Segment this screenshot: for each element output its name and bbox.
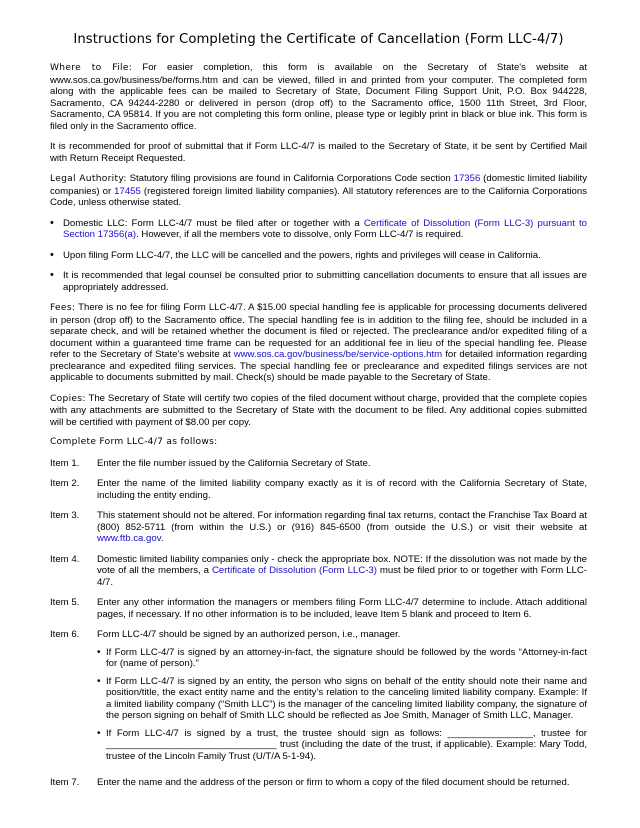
item-number: Item 3. (50, 510, 80, 521)
item-4-text-2: must be filed prior to or together with Form LLC-4/7. (97, 565, 587, 588)
item-number: Item 5. (50, 597, 80, 608)
copies-text: The Secretary of State will certify two copies of the filed document without charge, provided that the complete copies with any attachments are submitted to the Secretary of State with the document to be filed. Any additional copies submitted will be certified with payment of $8.00 per copy. (50, 392, 587, 428)
list-item-entity-signer: • If Form LLC-4/7 is signed by an entity, the person who signs on behalf of the entity should note their name and position/title, the exact entity name and the entity’s relation to the canceling limited liability company. Example: If a limited liability company (“Smith LLC”) is the manager of the canceling limited liability company, the signature of the person signing on behalf of Smith LLC should be reflected as Joe Smith, Manager of Smith LLC, Manager. (97, 676, 587, 722)
item-text: Enter any other information the managers or members filing Form LLC-4/7 determine to include. Attach additional pages, if necessary. If no other information is to be included, leave Item 5 blank and proceed to Item 6. (97, 597, 587, 620)
item-text (97, 510, 587, 545)
item-text: Enter the file number issued by the California Secretary of State. (97, 457, 371, 469)
item-2 (50, 478, 587, 501)
legal-authority-paragraph (50, 173, 587, 209)
list-item-trust-signer: • If Form LLC-4/7 is signed by a trust, the trustee should sign as follows: ________________, trustee for ________________________________ trust (including the date of the trust, if applicable). Example: Mary Todd, trustee of the Lincoln Family Trust (U/T/A 5-1-94). (97, 728, 587, 763)
item-number: Item 4. (50, 553, 80, 565)
fees-text-2: for detailed information regarding preclearance and expedited filing services. The special handling fee or preclearance and expedited filings services are not applicable to documents submitted by mail. Check(s) should be made payable to the Secretary of State. (50, 349, 587, 383)
form-llc-3-link[interactable]: Certificate of Dissolution (Form LLC-3) (211, 565, 377, 576)
copies-paragraph (50, 393, 587, 429)
domestic-llc-text: Domestic LLC: Form LLC-4/7 must be filed after or together with a (63, 217, 364, 229)
item-3 (50, 510, 587, 545)
legal-authority-text-3: (registered foreign limited liability companies). All statutory references are to the California Corporations Code, unless otherwise stated. (50, 185, 588, 208)
item-4-text: Domestic limited liability companies only - check the appropriate box. NOTE: If the dissolution was not made by the vote of all the members, a (97, 553, 587, 576)
item-4 (50, 554, 587, 589)
item-text: Enter the name and the address of the person or firm to whom a copy of the filed document should be returned. (97, 777, 570, 788)
list-item-cancellation-effect: • Upon filing Form LLC-4/7, the LLC will be cancelled and the powers, rights and privileges will cease in California. (50, 250, 587, 262)
item-7 (50, 777, 587, 789)
fees-paragraph (50, 302, 587, 384)
item-text (97, 554, 587, 589)
domestic-llc-text-2: . However, if all the members vote to dissolve, only Form LLC-4/7 is required. (136, 229, 464, 240)
instructions-page (50, 32, 587, 798)
section-17356-link[interactable]: 17356 (453, 173, 481, 184)
complete-form-heading: Complete Form LLC-4/7 as follows: (50, 437, 218, 447)
item-1 (50, 458, 587, 470)
item-text (97, 629, 587, 768)
where-to-file-label: Where to File: (50, 63, 133, 73)
copies-label: Copies: (50, 393, 86, 404)
list-item-attorney-in-fact: • If Form LLC-4/7 is signed by an attorney-in-fact, the signature should be followed by the words “Attorney-in-fact for (name of person).” (97, 647, 587, 670)
legal-authority-text-2: (domestic limited liability companies) or (50, 173, 587, 197)
certified-mail-paragraph: It is recommended for proof of submittal that if Form LLC-4/7 is mailed to the Secretary of State, it be sent by Certified Mail with Return Receipt Requested. (50, 141, 587, 164)
section-17455-link[interactable]: 17455 (114, 185, 141, 197)
ftb-website-link[interactable]: www.ftb.ca.gov (97, 533, 161, 544)
item-number: Item 6. (50, 629, 80, 640)
fees-label: Fees: (50, 303, 76, 313)
item-3-text: This statement should not be altered. For information regarding final tax returns, contact the Franchise Tax Board at (800) 852-5711 (from within the U.S.) or (916) 845-6500 (from outside the U.S.) or visit their website at (97, 510, 587, 533)
item-6 (50, 629, 587, 768)
fees-text: There is no fee for filing Form LLC-4/7. A $15.00 special handling fee is applicable for processing documents delivered in person (drop off) to the Sacramento office. The special handling fee is in addition to the filing fee, should be included in a separate check, and will be retained whether the document is filed or rejected. The preclearance and/or expedited filing of a document within a guaranteed time frame can be requested for an additional fee in lieu of the special handling fee. Please refer to the Secretary of State's website at (50, 302, 587, 360)
where-to-file-paragraph (50, 62, 587, 132)
item-5 (50, 597, 587, 620)
legal-authority-label: Legal Authority: (50, 174, 127, 184)
where-to-file-text: For easier completion, this form is available on the Secretary of State's website at www.sos.ca.gov/business/be/forms.htm and can be viewed, filled in and printed from your computer. The completed form along with the applicable fees can be mailed to Secretary of State, Document Filing Support Unit, P.O. Box 944228, Sacramento, CA 94244-2280 or delivered in person (drop off) to the Sacramento office, 1500 11th Street, 3rd Floor, Sacramento, CA 95814. If you are not completing this form online, please type or legibly print in black or blue ink. This form is filed only in the Sacramento office. (50, 62, 588, 132)
item-number: Item 7. (50, 777, 80, 788)
item-number: Item 1. (50, 457, 80, 469)
page-title: Instructions for Completing the Certificate of Cancellation (Form LLC-4/7) (73, 32, 564, 47)
service-options-link[interactable]: www.sos.ca.gov/business/be/service-options.htm (233, 349, 443, 360)
item-text: Enter the name of the limited liability company exactly as it is of record with the California Secretary of State, including the entity ending. (97, 478, 587, 501)
items-list (50, 458, 587, 789)
list-item-domestic-llc (50, 218, 587, 241)
certificate-of-dissolution-link[interactable]: Certificate of Dissolution (Form LLC-3) pursuant to Section 17356(a) (63, 217, 587, 240)
item-3-text-2: . (160, 533, 164, 544)
item-6-text: Form LLC-4/7 should be signed by an authorized person, i.e., manager. (97, 629, 401, 640)
legal-authority-text: Statutory filing provisions are found in California Corporations Code section (126, 173, 454, 184)
item-number: Item 2. (50, 478, 80, 489)
requirements-list (50, 218, 587, 294)
signature-rules-list (97, 647, 587, 763)
list-item-legal-counsel: • It is recommended that legal counsel be consulted prior to submitting cancellation documents to ensure that all issues are appropriately addressed. (50, 270, 587, 293)
